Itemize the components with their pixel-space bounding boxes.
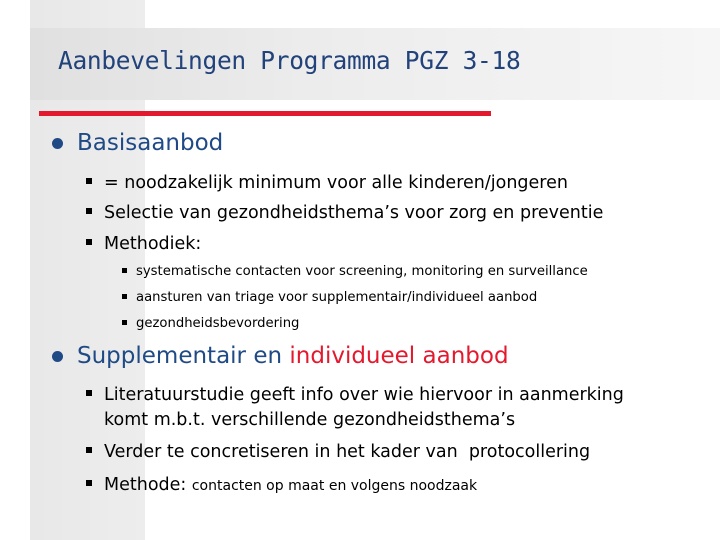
heading-part-individueel: individueel aanbod [289,343,509,369]
square-bullet-icon [86,178,92,184]
section-basisaanbod [52,130,223,156]
sub-list-item [122,316,299,331]
list-item-text: Selectie van gezondheidsthema’s voor zorg en preventie [104,203,604,223]
list-item-text: = noodzakelijk minimum voor alle kinderen/jongeren [104,173,568,193]
list-item [86,233,201,255]
heading-part-supplementair: Supplementair [77,343,247,369]
list-item [86,172,568,194]
square-bullet-icon [122,294,127,299]
sub-list-item-text: gezondheidsbevordering [136,316,300,331]
sub-list-item [122,290,537,305]
section-heading: Basisaanbod [77,130,224,156]
slide-margin [0,0,30,540]
list-item [86,384,624,406]
section-heading [77,343,509,369]
heading-part-en: en [246,343,290,369]
section-supplementair [52,343,509,369]
bullet-dot-icon [52,138,63,149]
list-item-continuation [86,409,515,431]
square-bullet-icon [122,320,127,325]
list-item [86,474,477,497]
square-bullet-icon [86,480,92,486]
list-item [86,202,603,224]
square-bullet-icon [86,239,92,245]
slide-title: Aanbevelingen Programma PGZ 3-18 [58,46,521,75]
square-bullet-icon [122,268,127,273]
list-item-text: Literatuurstudie geeft info over wie hiervoor in aanmerking [104,385,624,405]
sub-list-item-text: systematische contacten voor screening, monitoring en surveillance [136,264,588,279]
bullet-dot-icon [52,351,63,362]
square-bullet-icon [86,447,92,453]
square-bullet-icon [86,208,92,214]
list-item-label: Methode: [104,475,192,495]
list-item-text: Verder te concretiseren in het kader van protocollering [104,442,591,462]
title-underline [39,111,491,116]
list-item-text: komt m.b.t. verschillende gezondheidsthema’s [104,410,516,430]
square-bullet-icon [86,390,92,396]
list-item-text: Methodiek: [104,234,202,254]
sub-list-item [122,264,588,279]
sub-list-item-text: aansturen van triage voor supplementair/individueel aanbod [136,290,538,305]
list-item [86,441,590,463]
list-item-text: contacten op maat en volgens noodzaak [191,478,478,494]
